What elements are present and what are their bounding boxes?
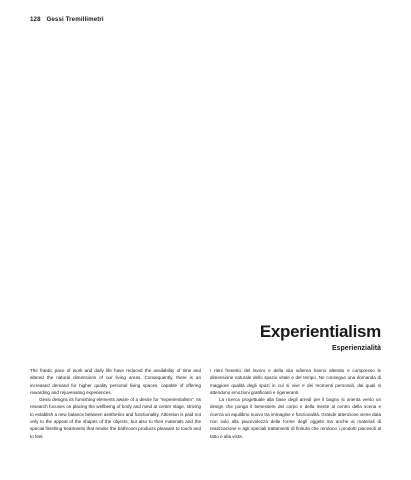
page-number: 128 <box>30 16 41 23</box>
english-paragraph-2: Gessi designs its furnishing elements aware of a desire for “experientialism”. Its research focuses on placing the wellbeing of body and mind at center stage, striving to establish a new balance between aesthetics and functionality. Attention is paid not only to the appeal of the shapes of the objects, but also to their materials and the special finishing treatments that render the bathroom products pleasant to touch and to feel. <box>30 397 201 439</box>
page-subtitle: Esperienzialità <box>331 345 381 352</box>
english-text-column <box>30 367 201 440</box>
section-name: Gessi Tremillimetri <box>46 16 104 23</box>
page-title: Experientialism <box>259 322 381 341</box>
italian-paragraph-2: La ricerca progettuale alla base degli arredi per il bagno si orienta verso un design che ponga il benessere del corpo e della mente al centro della scena e ricerca un equilibrio nuovo tra immagine e funzionalità. Grande attenzione viene data non solo alla piacevolezza delle forme degli oggetti ma anche ai materiali di realizzazione e agli speciali trattamenti di finitura che rendono i prodotti piacevoli al tatto e alla vista. <box>210 397 381 439</box>
italian-text-column <box>210 367 381 440</box>
running-header <box>30 16 104 23</box>
english-paragraph-1: The frantic pace of work and daily life have reduced the availability of time and altered the natural dimensions of our living areas. Consequently, there is an increased demand for higher quality personal living spaces, capable of offering rewarding and rejuvenating experiences. <box>30 368 201 395</box>
italian-paragraph-1: I ritmi frenetici del lavoro e della vita odierna hanno alterato e compresso le dimensione naturale dello spazio vitale e del tempo. Ne consegue una domanda di maggiore qualità degli spazi in cui si vive e dei momenti personali, dai quali si attendono emozioni gratificanti e rigeneranti. <box>210 368 381 395</box>
